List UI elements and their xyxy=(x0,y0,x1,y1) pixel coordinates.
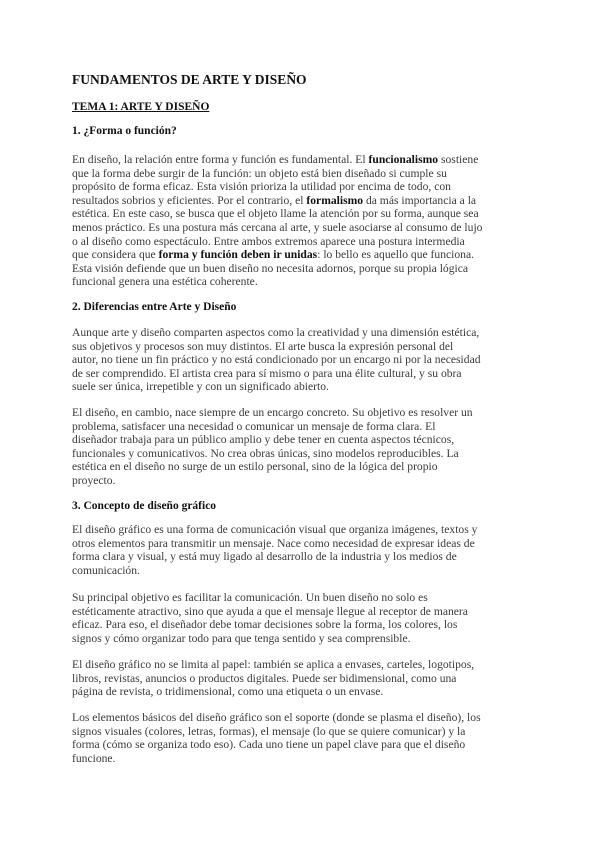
text-run: Aunque arte y diseño comparten aspectos como la creatividad y una dimensión estética, xyxy=(72,326,480,339)
text-line xyxy=(72,326,542,340)
text-run: proyecto. xyxy=(72,473,116,487)
text-line xyxy=(72,406,542,420)
text-run: autor, no tiene un fin práctico y no está condicionado por un encargo ni por la necesidad xyxy=(72,353,481,367)
text-line xyxy=(72,235,542,249)
text-run: : lo bello es aquello que funciona. xyxy=(317,248,474,262)
section-heading-3: 3. Concepto de diseño gráfico xyxy=(72,500,217,512)
text-run: resultados sobrios y eficientes. Por el contrario, el xyxy=(72,193,307,207)
text-run: eficaz. Para eso, el diseñador debe tomar decisiones sobre la forma, los colores, los xyxy=(72,618,458,632)
text-run: Su principal objetivo es facilitar la comunicación. Un buen diseño no solo es xyxy=(72,591,428,604)
text-line xyxy=(72,605,542,619)
text-run: forma (cómo se organiza todo eso). Cada uno tiene un papel clave para que el diseño xyxy=(72,738,466,752)
text-run: estéticamente atractivo, sino que ayuda a que el mensaje llegue al receptor de manera xyxy=(72,604,468,618)
bold-term: funcionalismo xyxy=(368,153,439,166)
text-line xyxy=(72,711,542,725)
text-run: sus objetivos y procesos son muy distintos. El arte busca la expresión personal del xyxy=(72,339,454,353)
text-run: suele ser única, irrepetible y con un significado abierto. xyxy=(72,380,329,394)
text-line xyxy=(72,550,542,564)
text-line xyxy=(72,248,542,262)
paragraph xyxy=(72,591,542,645)
text-line xyxy=(72,632,542,646)
text-run: El diseño gráfico es una forma de comunicación visual que organiza imágenes, textos y xyxy=(72,523,478,536)
text-line xyxy=(72,685,542,699)
text-run: otros elementos para transmitir un mensaje. Nace como necesidad de expresar ideas de xyxy=(72,536,475,550)
text-run: que considera que xyxy=(72,248,159,262)
paragraph xyxy=(72,658,542,699)
text-line xyxy=(72,153,542,167)
text-run: signos y cómo organizar todo para que tenga sentido y sea comprensible. xyxy=(72,631,411,645)
text-run: funcional genera una estética coherente. xyxy=(72,275,258,289)
text-run: Los elementos básicos del diseño gráfico son el soporte (donde se plasma el diseño), los xyxy=(72,711,481,724)
text-line xyxy=(72,433,542,447)
text-run: problema, satisfacer una necesidad o comunicar un mensaje de forma clara. El xyxy=(72,419,436,433)
paragraph xyxy=(72,326,542,394)
text-run: Esta visión defiende que un buen diseño no necesita adornos, porque su propia lógica xyxy=(72,261,469,275)
bold-term: formalismo xyxy=(306,193,364,207)
text-line xyxy=(72,167,542,181)
text-run: funcione. xyxy=(72,751,116,765)
text-run: En diseño, la relación entre forma y función es fundamental. El xyxy=(72,153,369,166)
topic-heading: TEMA 1: ARTE Y DISEÑO xyxy=(72,101,210,113)
bold-term: forma y función deben ir unidas xyxy=(158,248,318,262)
text-run: El diseño gráfico no se limita al papel: también se aplica a envases, carteles, logotipos, xyxy=(72,658,475,671)
text-line xyxy=(72,672,542,686)
paragraph xyxy=(72,153,542,289)
text-line xyxy=(72,460,542,474)
text-line xyxy=(72,367,542,381)
text-run: página de revista, o tridimensional, como una etiqueta o un envase. xyxy=(72,685,384,699)
text-line xyxy=(72,207,542,221)
text-run: comunicación. xyxy=(72,563,140,577)
text-run: funcionales y comunicativos. No crea obras únicas, sino modelos reproducibles. La xyxy=(72,446,459,460)
text-line xyxy=(72,523,542,537)
paragraph xyxy=(72,523,542,577)
text-line xyxy=(72,380,542,394)
text-line xyxy=(72,658,542,672)
text-run: El diseño, en cambio, nace siempre de un encargo concreto. Su objetivo es resolver un xyxy=(72,406,473,419)
text-line xyxy=(72,752,542,766)
text-run: estética en el diseño no surge de un estilo personal, sino de la lógica del propio xyxy=(72,460,438,474)
text-run: sostiene xyxy=(438,153,479,166)
text-run: forma clara y visual, y está muy ligado al desarrollo de la industria y los medios de xyxy=(72,550,457,564)
text-line xyxy=(72,420,542,434)
text-line xyxy=(72,725,542,739)
text-line xyxy=(72,221,542,235)
text-run: de ser comprendido. El artista crea para sí mismo o para una élite cultural, y su obra xyxy=(72,366,462,380)
text-line xyxy=(72,564,542,578)
text-line xyxy=(72,262,542,276)
text-line xyxy=(72,738,542,752)
text-run: o al diseño como espectáculo. Entre ambos extremos aparece una postura intermedia xyxy=(72,234,465,248)
text-line xyxy=(72,275,542,289)
text-line xyxy=(72,474,542,488)
text-line xyxy=(72,618,542,632)
text-run: signos visuales (colores, letras, formas), el mensaje (lo que se quiere comunicar) y la xyxy=(72,724,466,738)
text-run: estética. En este caso, se busca que el objeto llame la atención por su forma, aunque sea xyxy=(72,207,479,221)
text-run: propósito de forma eficaz. Esta visión prioriza la utilidad por encima de todo, con xyxy=(72,180,451,194)
text-line xyxy=(72,194,542,208)
paragraph xyxy=(72,406,542,488)
text-run: libros, revistas, anuncios o productos digitales. Puede ser bidimensional, como una xyxy=(72,671,457,685)
section-heading-2: 2. Diferencias entre Arte y Diseño xyxy=(72,301,237,313)
text-line xyxy=(72,447,542,461)
section-heading-1: 1. ¿Forma o función? xyxy=(72,125,177,137)
paragraph xyxy=(72,711,542,765)
text-run: menos práctico. Es una postura más cercana al arte, y suele asociarse al consumo de lujo xyxy=(72,220,483,234)
text-run: diseñador trabaja para un público amplio y debe tener en cuenta aspectos técnicos, xyxy=(72,433,455,447)
text-line xyxy=(72,340,542,354)
text-line xyxy=(72,180,542,194)
text-line xyxy=(72,353,542,367)
document-title: FUNDAMENTOS DE ARTE Y DISEÑO xyxy=(72,72,307,87)
text-line xyxy=(72,591,542,605)
text-run: que la forma debe surgir de la función: un objeto está bien diseñado si cumple su xyxy=(72,166,447,180)
text-line xyxy=(72,537,542,551)
text-run: da más importancia a la xyxy=(363,193,477,207)
